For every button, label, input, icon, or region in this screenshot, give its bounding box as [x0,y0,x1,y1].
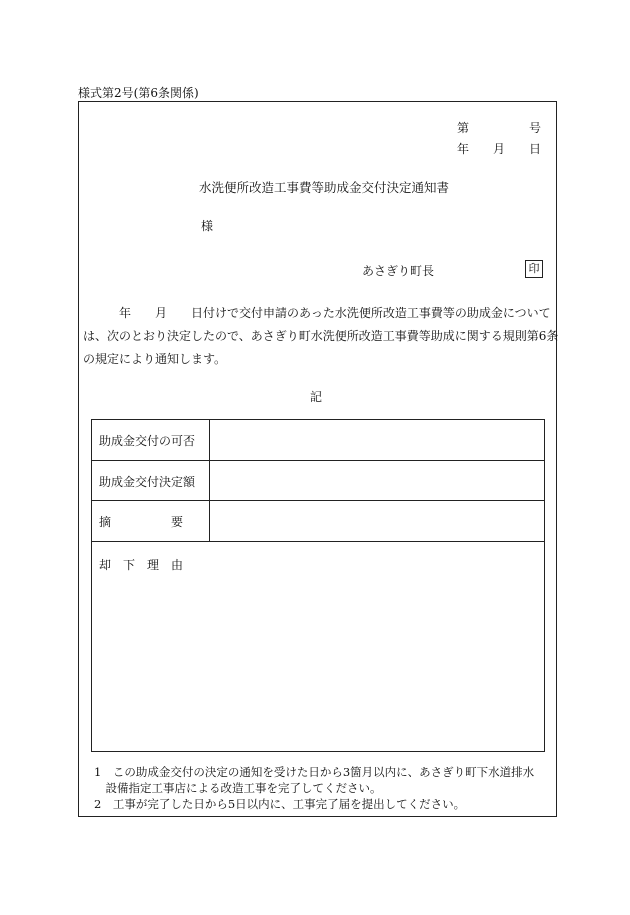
body-line: は、次のとおり決定したので、あさぎり町水洗便所改造工事費等助成に関する規則第6条 [83,329,559,343]
reject-reason-cell [92,542,544,751]
body-line: 年 月 日付けで交付申請のあった水洗便所改造工事費等の助成金について [83,306,551,320]
summary-label: 摘 要 [99,515,184,529]
decision-table [91,419,545,752]
table-divider [209,461,210,501]
notice-document-frame [78,101,557,817]
notice-body [83,302,559,371]
table-row-amount [92,461,544,501]
table-divider [209,501,210,542]
date-day-label: 日 [529,142,542,156]
reject-reason-label: 却 下 理 由 [99,558,184,572]
issuer-name: あさぎり町長 [362,264,435,278]
seal-mark: 印 [525,260,543,278]
table-divider [209,420,210,461]
note-item: 設備指定工事店による改造工事を完了してください。 [94,781,382,795]
number-prefix: 第 [457,121,470,135]
ki-heading: 記 [310,390,323,404]
body-line: の規定により通知します。 [83,352,227,366]
table-row-summary [92,501,544,542]
date-year-label: 年 [457,142,470,156]
table-row-approval [92,420,544,461]
note-item: 1 この助成金交付の決定の通知を受けた日から3箇月以内に、あさぎり町下水道排水 [94,765,535,779]
notes [94,764,554,812]
amount-label: 助成金交付決定額 [99,475,196,489]
number-suffix: 号 [529,121,542,135]
approval-label: 助成金交付の可否 [99,434,196,448]
form-number-label: 様式第2号(第6条関係) [78,86,199,100]
addressee-suffix: 様 [201,219,214,233]
date-month-label: 月 [493,142,506,156]
note-item: 2 工事が完了した日から5日以内に、工事完了届を提出してください。 [94,797,466,811]
document-title: 水洗便所改造工事費等助成金交付決定通知書 [199,180,450,195]
